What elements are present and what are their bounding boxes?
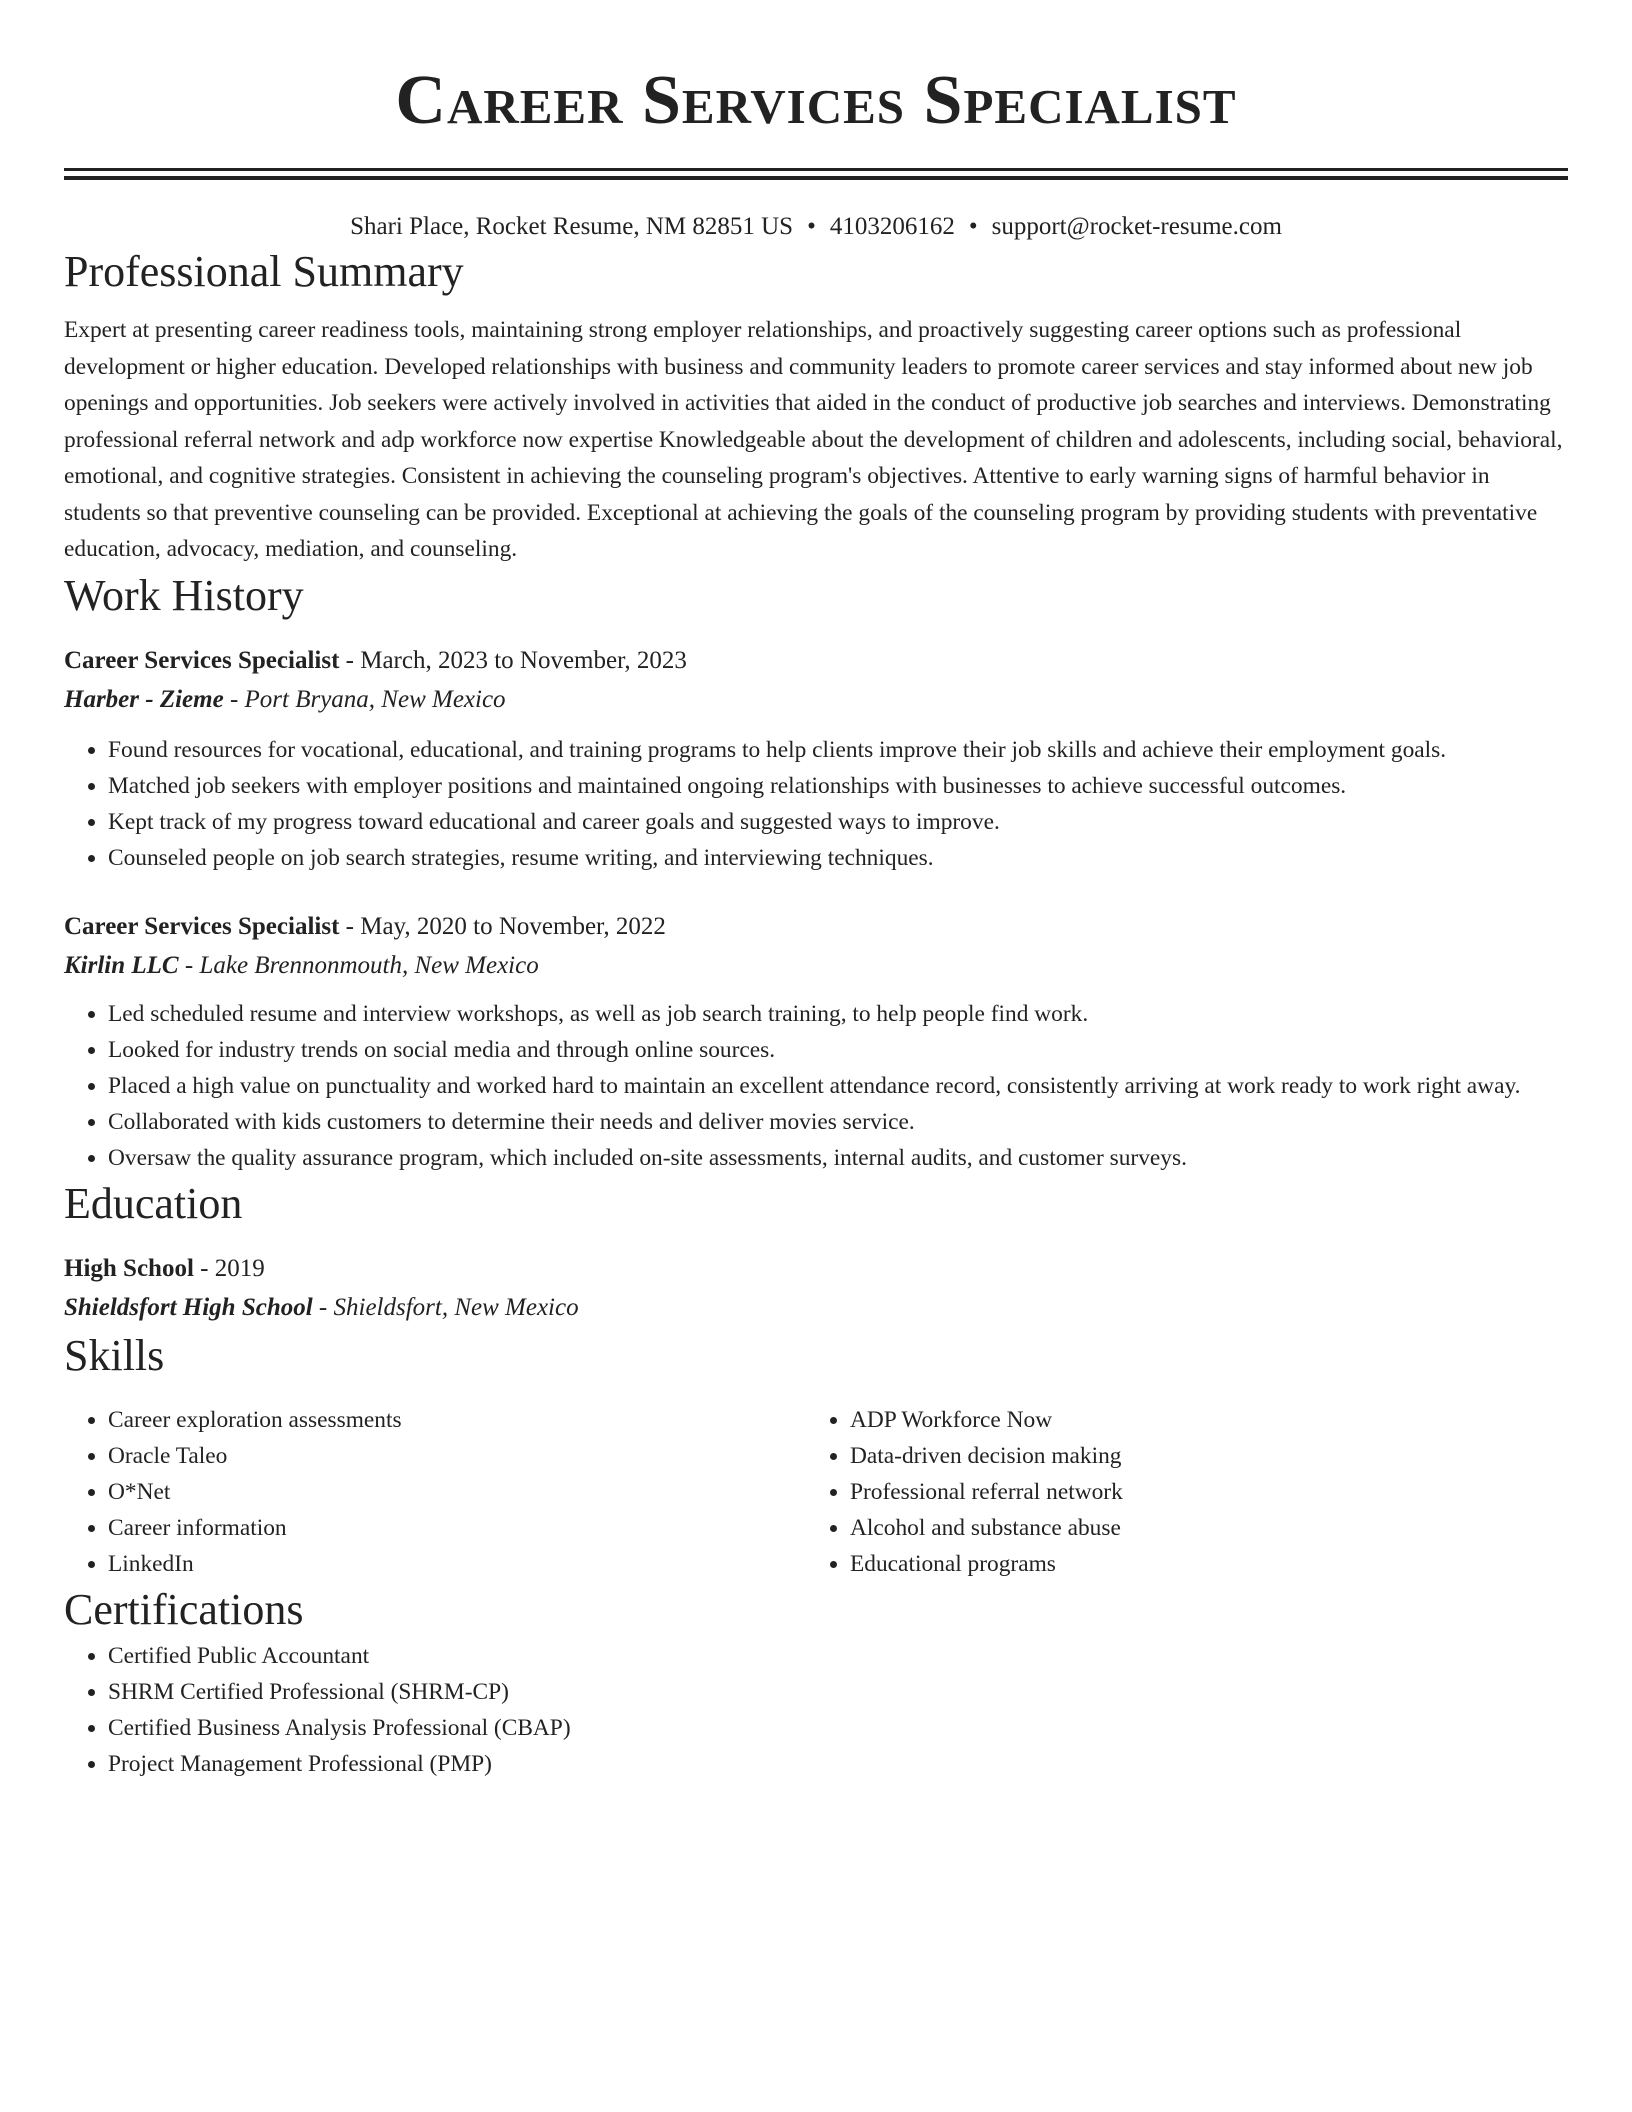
job-bullet: • Counseled people on job search strategies, resume writing, and interviewing techniques.: [108, 840, 1568, 876]
job-company: Harber - Zieme: [64, 685, 224, 713]
job-header: [64, 908, 1568, 946]
job-role: Career Services Specialist: [64, 646, 340, 674]
education-entry: [64, 1250, 1568, 1328]
job-entry: [64, 908, 1568, 1176]
job-bullets: [64, 996, 1568, 1176]
education-location: - Shieldsfort, New Mexico: [312, 1293, 579, 1321]
job-dates: - March, 2023 to November, 2023: [339, 646, 687, 674]
job-bullet: • Collaborated with kids customers to determine their needs and deliver movies service.: [108, 1104, 1568, 1140]
job-bullet: • Oversaw the quality assurance program, which included on-site assessments, internal audits, and customer surveys.: [108, 1140, 1568, 1176]
job-bullet: • Looked for industry trends on social media and through online sources.: [108, 1032, 1568, 1068]
contact-separator: •: [807, 213, 816, 240]
job-bullet: • Kept track of my progress toward educational and career goals and suggested ways to improve.: [108, 804, 1568, 840]
summary-text: Expert at presenting career readiness tools, maintaining strong employer relationships, and proactively suggesting career options such as professional development or higher education. Developed relationships with business and community leaders to promote career services and stay informed about new job openings and opportunities. Job seekers were actively involved in activities that aided in the conduct of productive job searches and interviews. Demonstrating professional referral network and adp workforce now expertise Knowledgeable about the development of children and adolescents, including social, behavioral, emotional, and cognitive strategies. Consistent in achieving the counseling program's objectives. Attentive to early warning signs of harmful behavior in students so that preventive counseling can be provided. Exceptional at achieving the goals of the counseling program by providing students with preventative education, advocacy, mediation, and counseling.: [64, 317, 1563, 562]
skill-item: • Educational programs: [850, 1546, 1548, 1582]
skills-column-right: [806, 1402, 1548, 1582]
section-heading-summary: Professional Summary: [64, 247, 464, 296]
contact-address: Shari Place, Rocket Resume, NM 82851 US: [350, 213, 794, 240]
job-role: Career Services Specialist: [64, 912, 340, 940]
education-school: Shieldsfort High School: [64, 1293, 313, 1321]
job-employer-line: [64, 946, 1568, 986]
education-degree: High School: [64, 1254, 194, 1282]
section-heading-skills: Skills: [64, 1330, 165, 1380]
job-bullet: • Found resources for vocational, educational, and training programs to help clients improve their job skills and achieve their employment goals.: [108, 732, 1568, 768]
certification-item: • SHRM Certified Professional (SHRM-CP): [108, 1674, 1568, 1710]
section-heading-education: Education: [64, 1178, 243, 1228]
education-header: [64, 1250, 1568, 1288]
job-bullet: • Placed a high value on punctuality and worked hard to maintain an excellent attendance record, consistently arriving at work ready to work right away.: [108, 1068, 1568, 1104]
skills-column-left: [64, 1402, 806, 1582]
job-location: - Lake Brennonmouth, New Mexico: [178, 951, 539, 979]
education-year: - 2019: [193, 1254, 265, 1282]
skill-item: • Data-driven decision making: [850, 1438, 1548, 1474]
skill-item: • Career exploration assessments: [108, 1402, 806, 1438]
job-entry: [64, 642, 1568, 876]
job-bullets: [64, 732, 1568, 876]
certification-item: • Certified Public Accountant: [108, 1638, 1568, 1674]
certification-item: • Project Management Professional (PMP): [108, 1746, 1568, 1782]
skills-grid: [64, 1402, 1568, 1582]
education-school-line: [64, 1288, 1568, 1328]
skill-item: • Alcohol and substance abuse: [850, 1510, 1548, 1546]
skill-item: • LinkedIn: [108, 1546, 806, 1582]
resume-title: Career Services Specialist: [395, 62, 1237, 139]
section-heading-work-history: Work History: [64, 570, 304, 620]
job-header: [64, 642, 1568, 680]
job-employer-line: [64, 680, 1568, 720]
skill-item: • Oracle Taleo: [108, 1438, 806, 1474]
title-divider: [64, 168, 1568, 180]
skill-item: • Career information: [108, 1510, 806, 1546]
job-bullet: • Led scheduled resume and interview workshops, as well as job search training, to help people find work.: [108, 996, 1568, 1032]
skill-item: • O*Net: [108, 1474, 806, 1510]
contact-line: [64, 210, 1568, 244]
job-dates: - May, 2020 to November, 2022: [339, 912, 666, 940]
contact-separator: •: [968, 213, 978, 240]
section-heading-certifications: Certifications: [64, 1584, 304, 1634]
contact-email: support@rocket-resume.com: [991, 213, 1282, 240]
job-company: Kirlin LLC: [64, 951, 179, 979]
certifications-list: [64, 1638, 1568, 1782]
job-bullet: • Matched job seekers with employer positions and maintained ongoing relationships with businesses to achieve successful outcomes.: [108, 768, 1568, 804]
contact-phone: 4103206162: [829, 213, 955, 240]
skill-item: • Professional referral network: [850, 1474, 1548, 1510]
skill-item: • ADP Workforce Now: [850, 1402, 1548, 1438]
job-location: - Port Bryana, New Mexico: [223, 685, 506, 713]
certification-item: • Certified Business Analysis Professional (CBAP): [108, 1710, 1568, 1746]
